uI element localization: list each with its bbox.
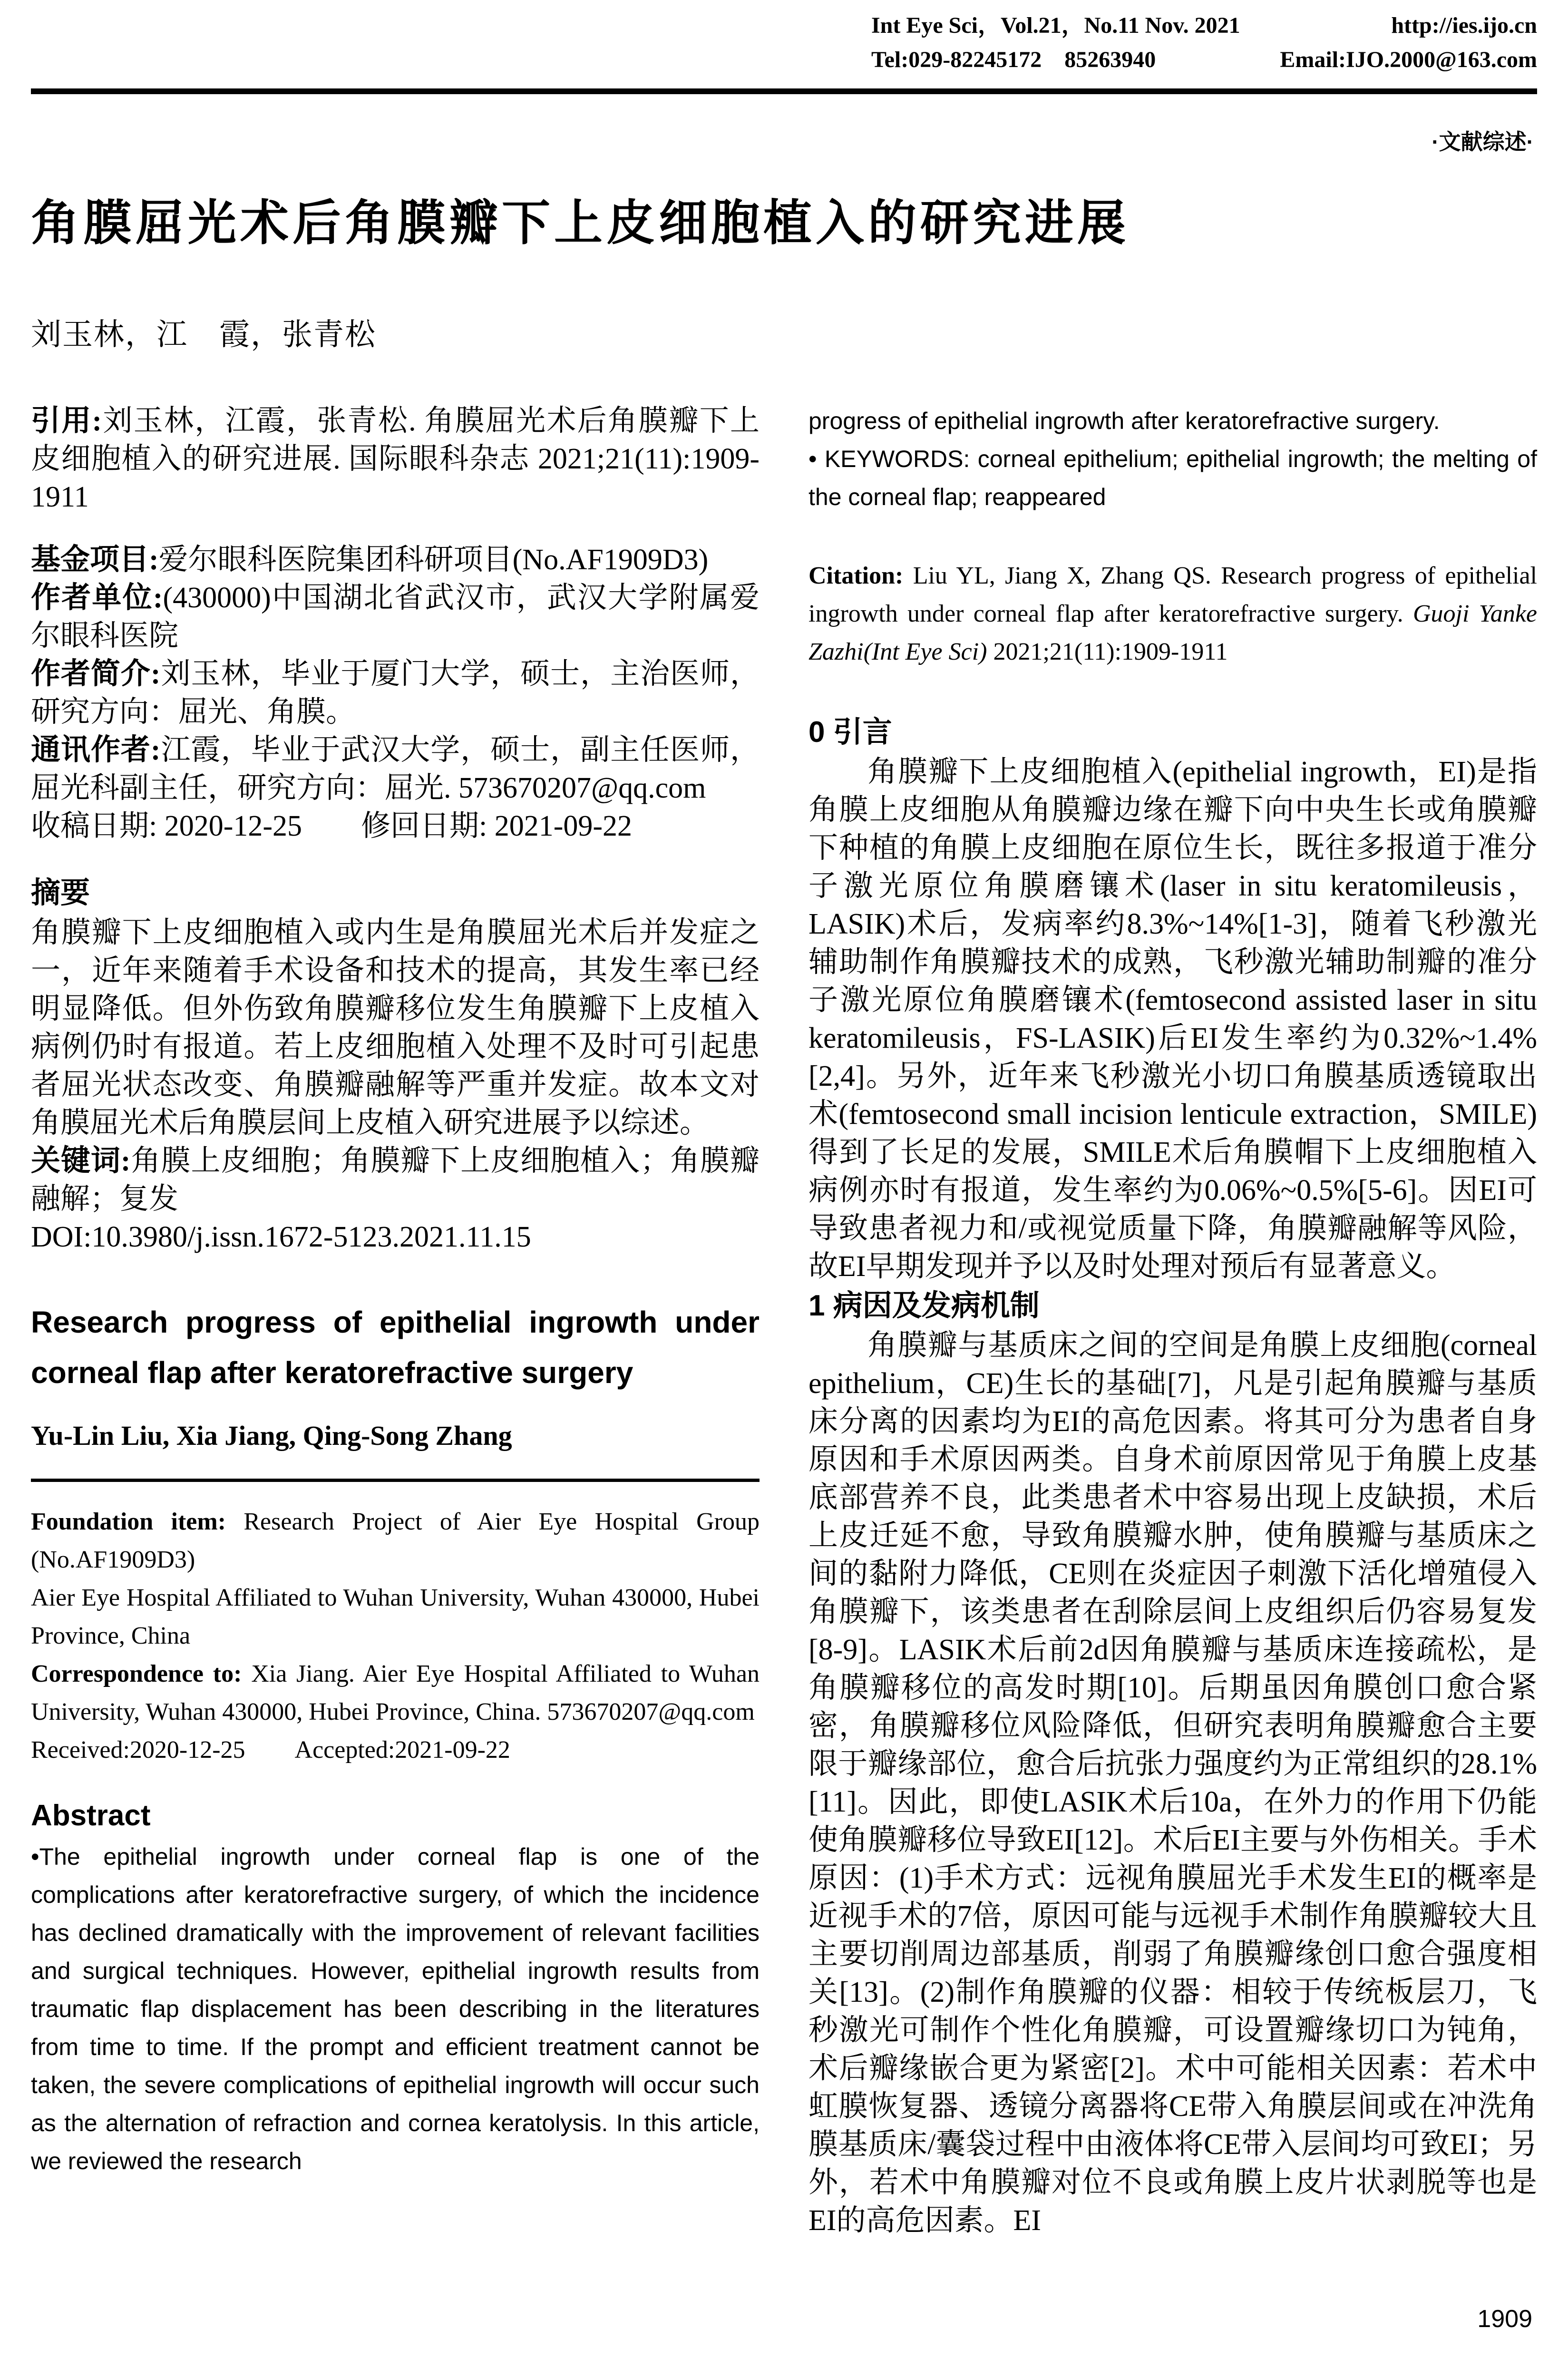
- doi-line: DOI:10.3980/j.issn.1672-5123.2021.11.15: [31, 1221, 531, 1253]
- fund-text: 爱尔眼科医院集团科研项目(No.AF1909D3): [158, 544, 709, 576]
- citation-cn-text: 刘玉林，江霞，张青松. 角膜屈光术后角膜瓣下上皮细胞植入的研究进展. 国际眼科杂志 2021;21(11):1909-1911: [31, 405, 760, 513]
- keywords-cn: [31, 1142, 760, 1218]
- abstract-en-heading: Abstract: [31, 1799, 151, 1832]
- abstract-en-continuation: progress of epithelial ingrowth after keratorefractive surgery.: [808, 408, 1440, 434]
- keywords-cn-text: 角膜上皮细胞；角膜瓣下上皮细胞植入；角膜瓣融解；复发: [31, 1145, 760, 1215]
- affiliation-cn: [31, 579, 760, 655]
- corresponding-cn-text: 江霞，毕业于武汉大学，硕士，副主任医师，屈光科副主任，研究方向：屈光. 573670207@qq.com: [31, 734, 760, 804]
- fund-item: [31, 541, 760, 579]
- dates-cn: 收稿日期: 2020-12-25 修回日期: 2021-09-22: [31, 810, 633, 842]
- citation-en-post: 2021;21(11):1909-1911: [987, 638, 1228, 665]
- foundation-text: Research Project of Aier Eye Hospital Group (No.AF1909D3): [31, 1508, 760, 1573]
- author-bio: [31, 655, 760, 731]
- header-rule: [31, 88, 1537, 94]
- corresponding-cn: [31, 731, 760, 807]
- fund-label: 基金项目:: [31, 544, 159, 576]
- author-bio-text: 刘玉林，毕业于厦门大学，硕士，主治医师，研究方向：屈光、角膜。: [31, 658, 760, 728]
- article-title-cn: 角膜屈光术后角膜瓣下上皮细胞植入的研究进展: [31, 196, 1130, 250]
- spacer: [31, 1769, 760, 1794]
- abstract-en-text: •The epithelial ingrowth under corneal flap is one of the complications after keratorefractive surgery, of which the incidence has declined dramatically with the improvement of relevant facilities and surgical techniques. However, epithelial ingrowth results from traumatic flap displacement has been describing in the literatures from time to time. If the prompt and efficient treatment cannot be taken, the severe complications of epithelial ingrowth will occur such as the alternation of refraction and cornea keratolysis. In this article, we reviewed the research: [31, 1843, 760, 2174]
- journal-issue-info: Int Eye Sci，Vol.21，No.11 Nov. 2021: [871, 13, 1240, 38]
- foundation-item: [31, 1503, 760, 1579]
- citation-cn: [31, 402, 760, 516]
- affiliation-cn-label: 作者单位:: [31, 582, 163, 614]
- journal-tel: Tel:029-82245172 85263940: [871, 47, 1156, 72]
- left-column: [31, 402, 760, 2352]
- journal-header-line1: [871, 9, 1537, 43]
- journal-url: http://ies.ijo.cn: [1391, 13, 1537, 38]
- section-0-heading: 0 引言: [808, 716, 892, 749]
- journal-email: Email:IJO.2000@163.com: [1280, 47, 1537, 72]
- keywords-en: • KEYWORDS: corneal epithelium; epithelial ingrowth; the melting of the corneal flap; reappeared: [808, 446, 1537, 510]
- spacer: [31, 1256, 760, 1297]
- correspondence-label: Correspondence to:: [31, 1660, 242, 1687]
- article-title-en: Research progress of epithelial ingrowth under corneal flap after keratorefractive surgery: [31, 1305, 760, 1390]
- article-type-label: ·文献综述·: [1432, 129, 1534, 154]
- section-0-text: 角膜瓣下上皮细胞植入(epithelial ingrowth，EI)是指角膜上皮细胞从角膜瓣边缘在瓣下向中央生长或角膜瓣下种植的角膜上皮细胞在原位生长，既往多报道于准分子激光原位角膜磨镶术(laser in situ keratomileusis，LASIK)术后，发病率约8.3%~14%[1-3]，随着飞秒激光辅助制作角膜瓣技术的成熟，飞秒激光辅助制瓣的准分子激光原位角膜磨镶术(femtosecond assisted laser in situ keratomileusis，FS-LASIK)后EI发生率约为0.32%~1.4%[2,4]。另外，近年来飞秒激光小切口角膜基质透镜取出术(femtosecond small incision lenticule extraction，SMILE)得到了长足的发展，SMILE术后角膜帽下上皮细胞植入病例亦时有报道，发生率约为0.06%~0.5%[5-6]。因EI可导致患者视力和/或视觉质量下降，角膜瓣融解等风险，故EI早期发现并予以及时处理对预后有显著意义。: [808, 756, 1537, 1283]
- footnote-rule: [31, 1479, 760, 1482]
- spacer: [31, 516, 760, 541]
- correspondence-text: Xia Jiang. Aier Eye Hospital Affiliated to Wuhan University, Wuhan 430000, Hubei Province, China. 573670207@qq.com: [31, 1660, 760, 1725]
- right-column: [808, 402, 1537, 2352]
- citation-en-label: Citation:: [808, 562, 904, 589]
- citation-cn-label: 引用:: [31, 405, 102, 437]
- spacer: [808, 671, 1537, 712]
- journal-header-line2: [871, 43, 1537, 77]
- author-bio-label: 作者简介:: [31, 658, 161, 690]
- spacer: [31, 845, 760, 870]
- dates-en: Received:2020-12-25 Accepted:2021-09-22: [31, 1736, 510, 1763]
- section-1-heading: 1 病因及发病机制: [808, 1289, 1040, 1322]
- citation-en-journal: Guoji Yanke Zazhi(Int Eye Sci): [808, 600, 1537, 665]
- keywords-cn-label: 关键词:: [31, 1145, 131, 1177]
- abstract-cn-text: 角膜瓣下上皮细胞植入或内生是角膜屈光术后并发症之一，近年来随着手术设备和技术的提高，其发生率已经明显降低。但外伤致角膜瓣移位发生角膜瓣下上皮植入病例仍时有报道。若上皮细胞植入处理不及时可引起患者屈光状态改变、角膜瓣融解等严重并发症。故本文对角膜屈光术后角膜层间上皮植入研究进展予以综述。: [31, 916, 760, 1139]
- corresponding-cn-label: 通讯作者:: [31, 734, 161, 766]
- citation-en: [808, 557, 1537, 671]
- citation-en-pre: Liu YL, Jiang X, Zhang QS. Research progress of epithelial ingrowth under corneal flap after keratorefractive surgery.: [808, 562, 1537, 627]
- correspondence-en: [31, 1655, 760, 1731]
- journal-header: [871, 9, 1537, 77]
- spacer: [808, 516, 1537, 557]
- section-1-text: 角膜瓣与基质床之间的空间是角膜上皮细胞(corneal epithelium，CE)生长的基础[7]，凡是引起角膜瓣与基质床分离的因素均为EI的高危因素。将其可分为患者自身原因和手术原因两类。自身术前原因常见于角膜上皮基底部营养不良，此类患者术中容易出现上皮缺损，术后上皮迁延不愈，导致角膜瓣水肿，使角膜瓣与基质床之间的黏附力降低，CE则在炎症因子刺激下活化增殖侵入角膜瓣下，该类患者在刮除层间上皮组织后仍容易复发[8-9]。LASIK术后前2d因角膜瓣与基质床连接疏松，是角膜瓣移位的高发时期[10]。后期虽因角膜创口愈合紧密，角膜瓣移位风险降低，但研究表明角膜瓣愈合主要限于瓣缘部位，愈合后抗张力强度约为正常组织的28.1%[11]。因此，即使LASIK术后10a，在外力的作用下仍能使角膜瓣移位导致EI[12]。术后EI主要与外伤相关。手术原因：(1)手术方式：远视角膜屈光手术发生EI的概率是近视手术的7倍，原因可能与远视手术制作角膜瓣较大且主要切削周边部基质，削弱了角膜瓣缘创口愈合强度相关[13]。(2)制作角膜瓣的仪器：相较于传统板层刀，飞秒激光可制作个性化角膜瓣，可设置瓣缘切口为钝角，术后瓣缘嵌合更为紧密[2]。术中可能相关因素：若术中虹膜恢复器、透镜分离器将CE带入角膜层间或在冲洗角膜基质床/囊袋过程中由液体将CE带入层间均可致EI；另外，若术中角膜瓣对位不良或角膜上皮片状剥脱等也是EI的高危因素。EI: [808, 1329, 1537, 2237]
- page-number: 1909: [1477, 2305, 1532, 2333]
- foundation-label: Foundation item:: [31, 1508, 226, 1535]
- affiliation-cn-text: (430000)中国湖北省武汉市，武汉大学附属爱尔眼科医院: [31, 582, 760, 652]
- abstract-cn-heading: 摘要: [31, 877, 90, 909]
- authors-cn: 刘玉林，江 霞，张青松: [31, 318, 376, 351]
- authors-en: Yu-Lin Liu, Xia Jiang, Qing-Song Zhang: [31, 1420, 512, 1451]
- affiliation-en: Aier Eye Hospital Affiliated to Wuhan University, Wuhan 430000, Hubei Province, China: [31, 1584, 760, 1649]
